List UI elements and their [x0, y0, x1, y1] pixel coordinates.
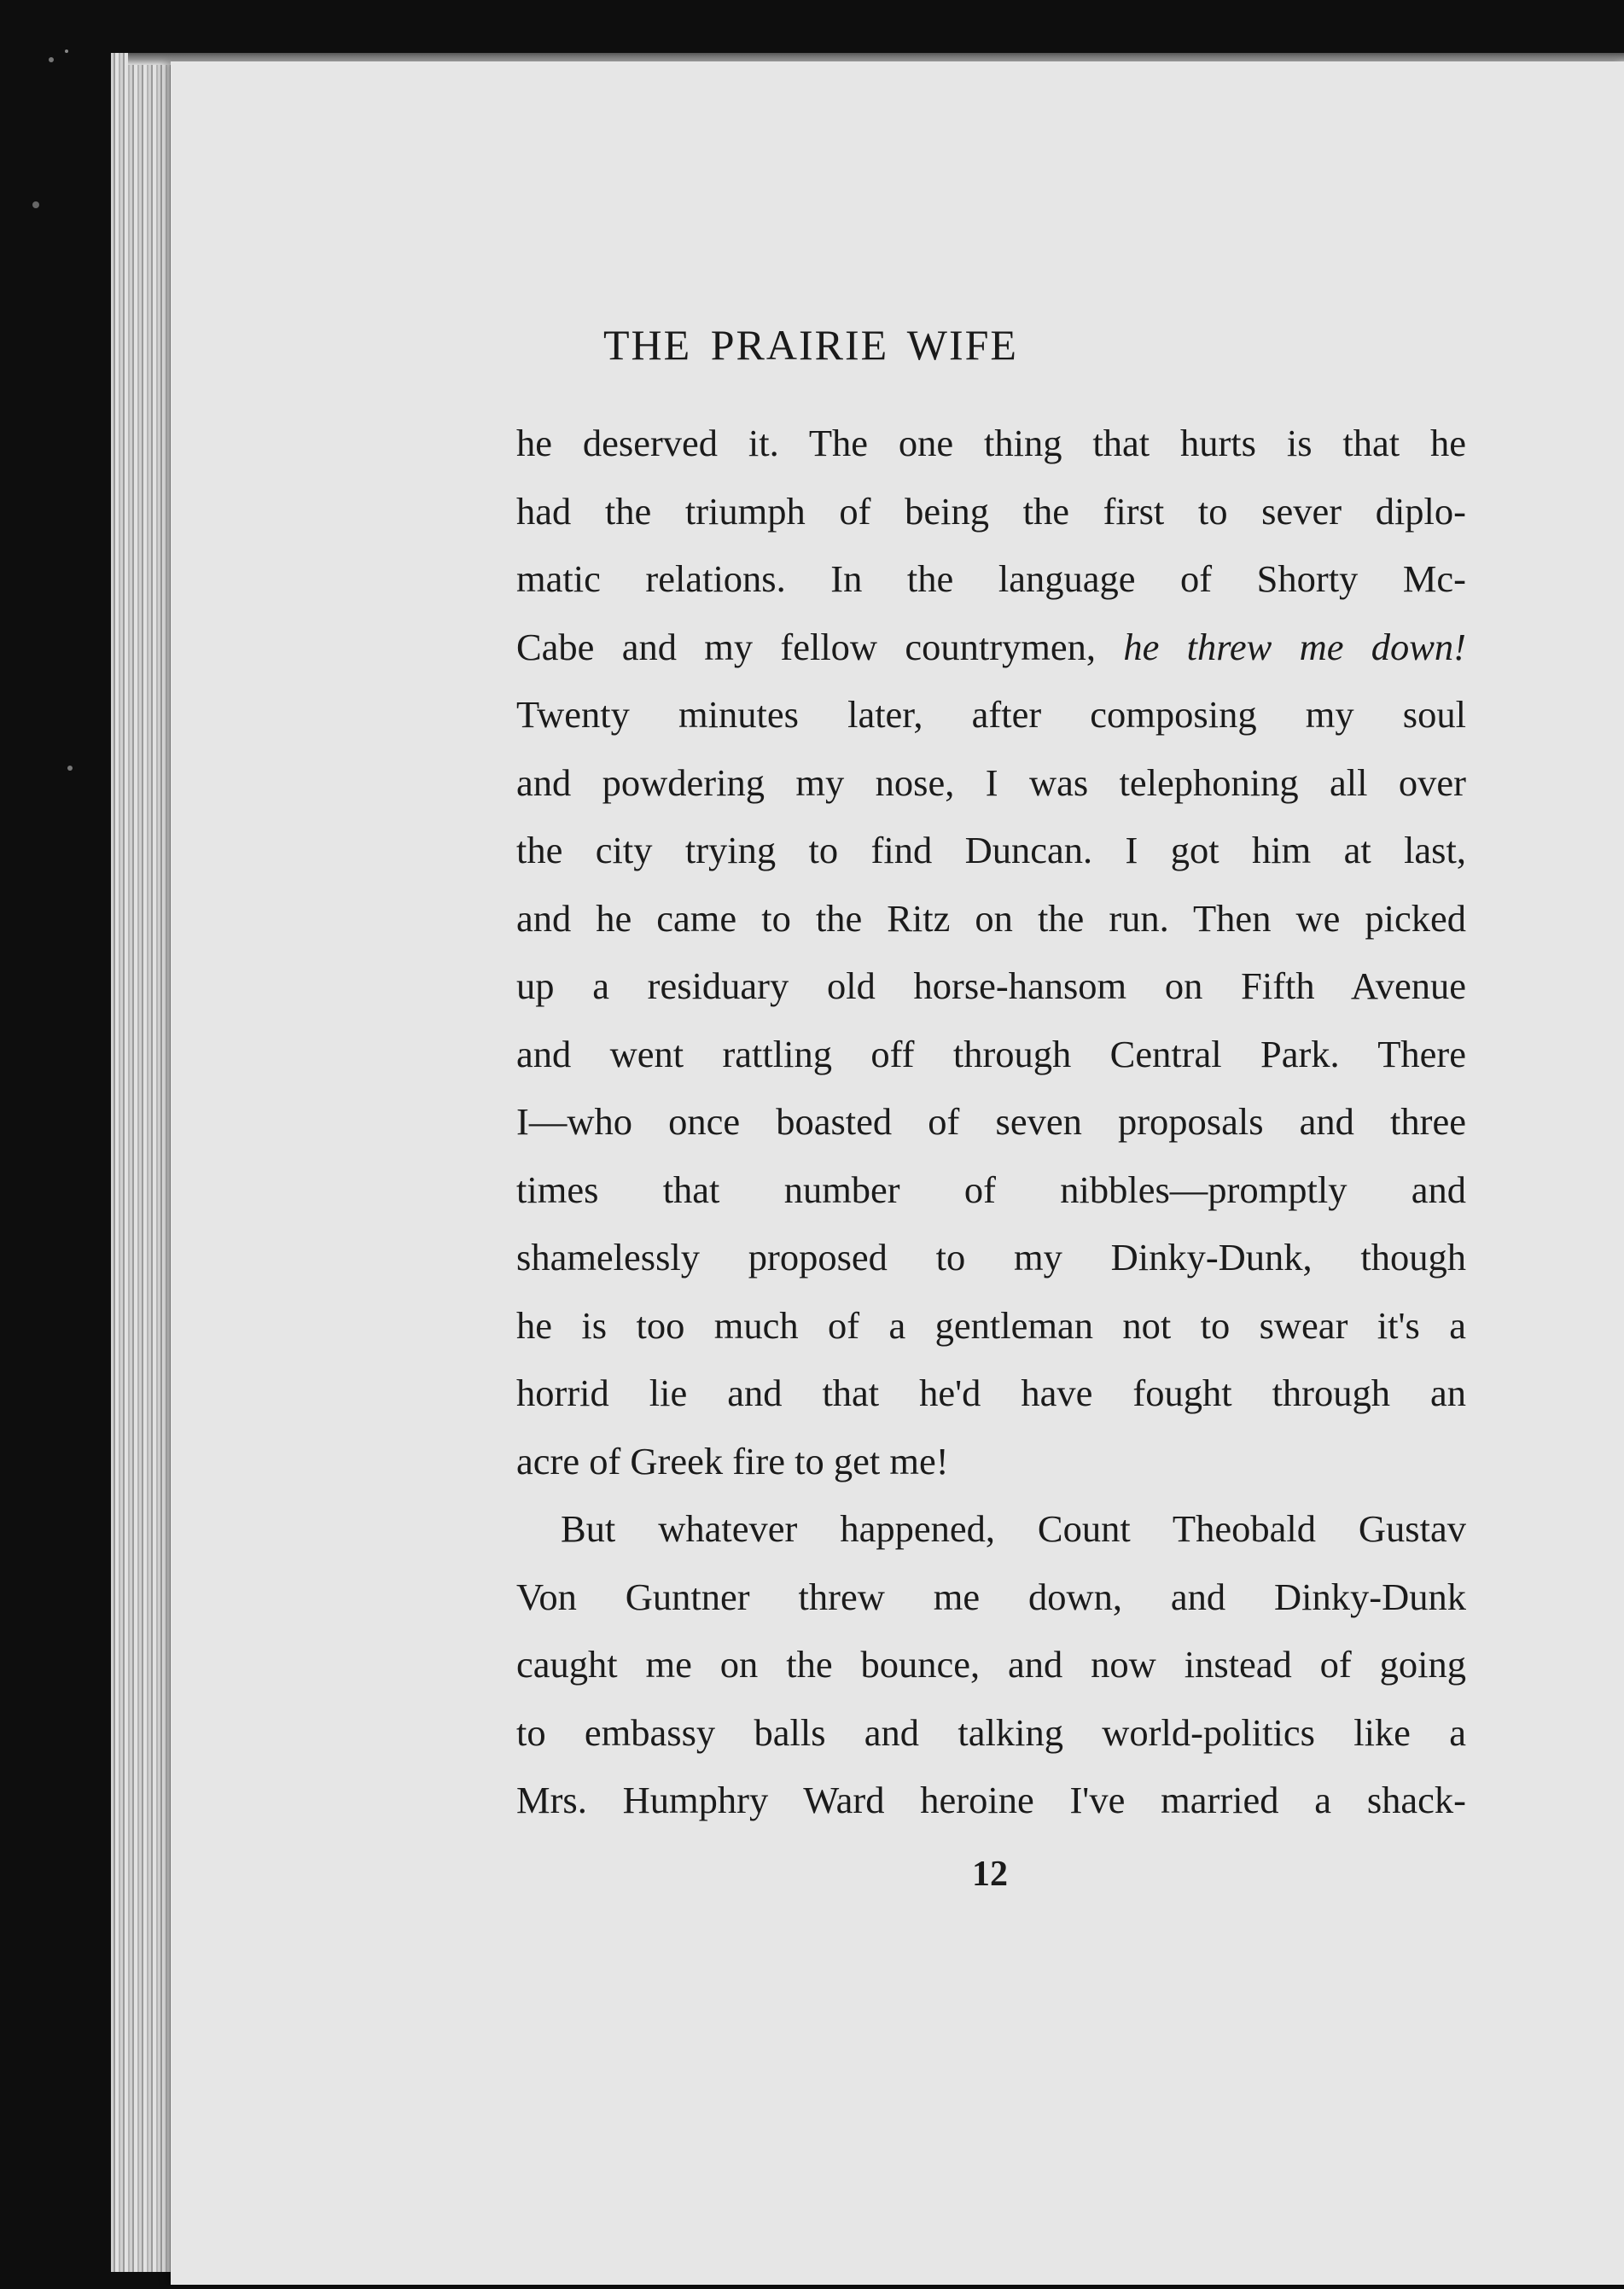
text-line-paragraph-end: acre of Greek fire to get me!: [516, 1439, 949, 1482]
text-line: shamelessly proposed to my Dinky-Dunk, though: [516, 1236, 1466, 1278]
text-line: and he came to the Ritz on the run. Then we picked: [516, 896, 1466, 940]
text-line: Twenty minutes later, after composing my soul: [516, 693, 1466, 736]
italic-text-span: he threw me down!: [1123, 625, 1467, 668]
text-line: he deserved it. The one thing that hurts is that he: [516, 422, 1466, 464]
text-line: to embassy balls and talking world-politics like a: [516, 1710, 1466, 1754]
text-line: horrid lie and that he'd have fought through an: [516, 1372, 1466, 1414]
text-line-paragraph-start: But whatever happened, Count Theobald Gustav: [561, 1507, 1466, 1550]
body-text: [516, 410, 1466, 1835]
text-line: had the triumph of being the first to sever diplo-: [516, 489, 1466, 533]
text-line: caught me on the bounce, and now instead of going: [516, 1643, 1466, 1686]
text-line-mixed: [516, 614, 1466, 682]
text-span: Cabe and my fellow countrymen,: [516, 625, 1097, 668]
text-line: up a residuary old horse-hansom on Fifth Avenue: [516, 964, 1466, 1007]
page-number: 12: [972, 1855, 1008, 1894]
text-line: the city trying to find Duncan. I got him at last,: [516, 829, 1466, 871]
text-line: Von Guntner threw me down, and Dinky-Dunk: [516, 1575, 1466, 1618]
film-margin: [0, 0, 119, 2285]
running-head: THE PRAIRIE WIFE: [603, 321, 1018, 369]
text-line: Mrs. Humphry Ward heroine I've married a shack-: [516, 1779, 1466, 1821]
text-line: and went rattling off through Central Park. There: [516, 1032, 1466, 1075]
text-line: I—who once boasted of seven proposals and three: [516, 1100, 1466, 1143]
text-line: and powdering my nose, I was telephoning all over: [516, 760, 1466, 804]
text-line: matic relations. In the language of Shorty Mc-: [516, 557, 1466, 600]
text-line: he is too much of a gentleman not to swear it's a: [516, 1303, 1466, 1347]
text-line: times that number of nibbles—promptly and: [516, 1168, 1466, 1211]
